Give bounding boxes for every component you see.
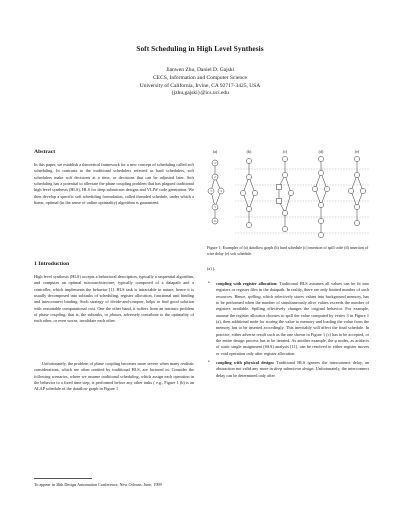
introduction-paragraph-1: [34, 274, 194, 325]
figure-caption-label: Figure 1:: [207, 245, 222, 250]
author-university: University of California, Irvine, CA 92717-3425, USA: [139, 82, 261, 89]
author-department: CECS, Information and Computer Science: [153, 74, 247, 81]
bullet-1-term-spilling: spilling: [247, 293, 261, 299]
abstract-text: In this paper, we establish a theoretical framework for a new concept of scheduling called soft scheduling. In contrasts to the traditional schedulers referred as hard schedulers, soft schedulers make soft decisions at a time, or decisions that can be adjusted later. Soft scheduling has a potential to alleviate the phase coupling problem that has plagued traditional high level synthesis (HLS), HLS for deep submicron designs and VLIW code generation. We then develop a specific soft scheduling formulation, called threaded schedule, under which a linear, optimal (in the sense of online optimality) algorithm is guaranteed.: [34, 162, 194, 206]
figure-1-dataflow-graphs: [207, 147, 369, 243]
intro-term-phase-coupling: phase coupling: [39, 312, 66, 318]
bullet-1-text-b: , which selectively stores values into background memory, has to be performed when the number of simultaneously alive values exceeds the number of registers available. Spilling effectively changes the original behavior. For example, assume the register allocator chooses to spill the value computed by vertex 3 in Figure 1 (a), then additional node for storing the value to memory and loading the value from the memory has to be inserted accordingly. This inevitably will affect the final schedule. In practice, either adverse result such as the one shown in Figure 1 (c) has to be accepted, or the entire design process has to be iterated. As another example, the φ nodes, as artifacts of static single assignment (SSA) analysis [11], can be resolved to either register moves or void operation only after register allocation.: [216, 293, 369, 356]
footnote: To appear in 36th Design Automation Conference, New Orleans, June, 1999: [34, 482, 162, 487]
intro-p1-part-c: , adversely contribute to the optimality of each other, or even worse, invalidate each other.: [34, 312, 194, 324]
footnote-rule: [34, 478, 92, 479]
figure-caption-text: Examples of (a) dataflow graph (b) hard schedule (c) insertion of spill code (d) insertion of wire delay (e) soft schedule.: [207, 245, 369, 256]
bullet-dot: •: [208, 281, 210, 286]
panel-label-c: (c): [282, 149, 288, 154]
abstract-heading: Abstract: [34, 149, 56, 155]
node-label-3: 3: [210, 189, 212, 193]
figure-1-caption: [207, 245, 369, 256]
panel-label-a: (a): [212, 149, 218, 154]
author-email: {jzhu,gajski}@ics.uci.edu: [171, 90, 229, 97]
node-label-1: 1: [214, 161, 216, 165]
node-label-2: 2: [214, 175, 216, 179]
introduction-paragraph-2: Unfortunately, the problem of phase coupling becomes more severe when many realistic considerations, which are often omitted by traditional HLS, are factored in. Consider the following scenarios, where we assume traditional scheduling, which assign each operation in the behavior to a fixed time step, is performed before any other tasks ( e.g., Figure 1 (b) is an ALAP schedule of the dataflow graph in Figure 1: [34, 361, 194, 392]
intro-p1-part-b: , that is, the subtasks, or: [65, 312, 110, 318]
introduction-heading: 1 Introduction: [34, 261, 70, 267]
schedule-step-lines: [235, 169, 369, 233]
panel-label-b: (b): [246, 149, 252, 154]
right-column-continuation: (a) ).: [207, 266, 216, 271]
author-names: Jianwen Zhu, Daniel D. Gajski: [165, 67, 235, 73]
panel-b-e-nodes: [240, 156, 365, 237]
bullet-physical-design: [207, 360, 369, 379]
intro-p1-part-a: High level synthesis (HLS) accepts a behavioral description, typically a sequential algorithm, and computes an optimal microarchitecture, typically composed of a datapath and a controller, which implements the behavior [1]. HLS task is intractable in nature, hence it is usually decomposed into subtasks of scheduling, register allocation, functional unit binding and interconnect binding. Such strategy of divide-and-conquer, helps to find good solution with reasonable computational cost. One the other hand, it suffers from an intrinsic problem of: [34, 274, 194, 318]
bullet-2-text-a: Traditional HLS ignores the interconnect delay, an abstraction not valid any more in: [216, 360, 369, 372]
panel-label-d: (d): [318, 149, 324, 154]
intro-term-phases: phases: [109, 312, 122, 318]
author-block: [0, 67, 400, 98]
bullet-2-text-b: . Unfortunately, the interconnect delay can be determined only after: [216, 366, 370, 378]
bullet-1-text-a: Traditional HLS assumes all values can be fit into registers or register files in the datapath. In reality, there are only limited number of such resources. Hence,: [216, 281, 369, 299]
bullet-dot: •: [208, 360, 210, 366]
coupling-bullet-list: [207, 281, 369, 382]
bullet-2-lead: coupling with physical design:: [216, 360, 275, 366]
paper-title: Soft Scheduling in High Level Synthesis: [136, 44, 264, 53]
bullet-1-lead: coupling with register allocation:: [216, 281, 278, 286]
panel-label-e: (e): [354, 149, 360, 154]
bullet-2-term-deep-submicron: deep submicron design: [274, 366, 314, 372]
bullet-register-allocation: [207, 281, 369, 357]
node-label-4: 4: [220, 189, 222, 193]
node-label-5: 5: [214, 205, 216, 209]
node-label-6: 6: [214, 219, 216, 223]
